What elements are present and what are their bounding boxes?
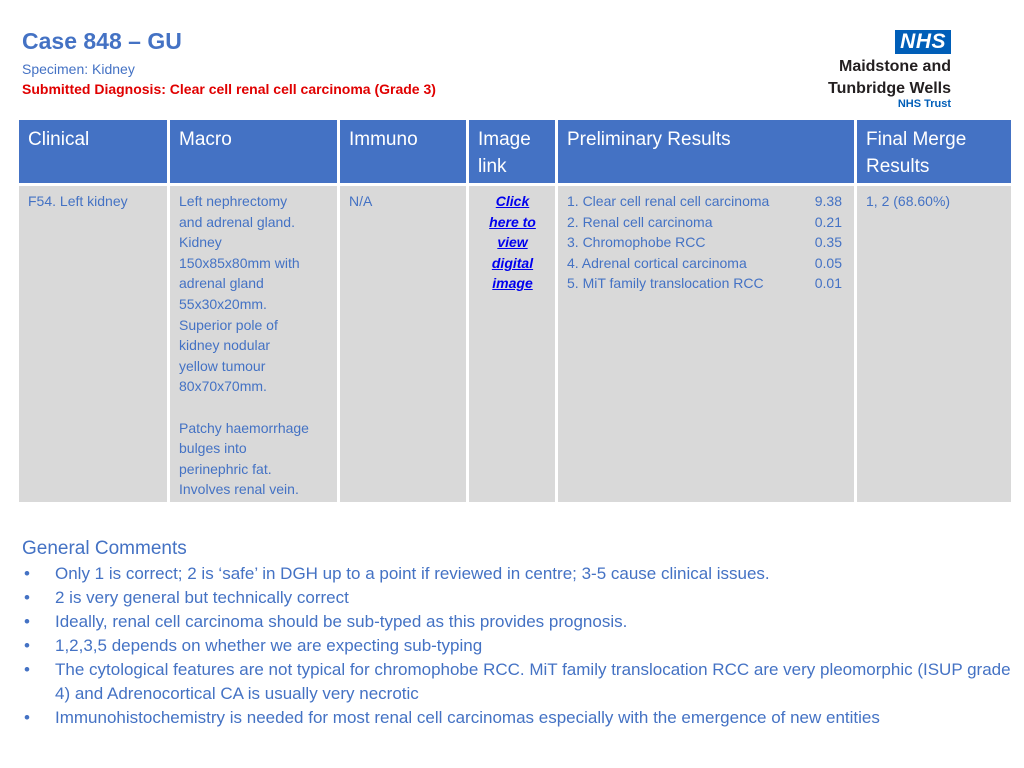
macro-line: Left nephrectomy bbox=[179, 193, 288, 209]
comment-text: Immunohistochemistry is needed for most renal cell carcinomas especially with the emergence of new entities bbox=[55, 708, 880, 727]
bullet-icon: • bbox=[24, 636, 30, 655]
macro-line: perinephric fat. bbox=[179, 460, 272, 477]
macro-line: adrenal gland bbox=[179, 275, 264, 292]
macro-line: Involves renal vein. bbox=[179, 481, 299, 498]
comment-text: Ideally, renal cell carcinoma should be sub-typed as this provides prognosis. bbox=[55, 612, 628, 631]
link-line: image bbox=[492, 275, 533, 292]
table-row bbox=[19, 186, 1011, 502]
page-title: Case 848 – GU bbox=[22, 28, 182, 54]
image-link-cell bbox=[469, 186, 555, 502]
prelim-result-row bbox=[567, 232, 846, 253]
trust-suffix: NHS Trust bbox=[897, 98, 951, 110]
clinical-cell: F54. Left kidney bbox=[19, 186, 167, 502]
final-merge-results-cell: 1, 2 (68.60%) bbox=[857, 186, 1011, 502]
paragraph-gap bbox=[179, 397, 329, 418]
comment-text: 2 is very general but technically correct bbox=[55, 588, 349, 607]
macro-line: 150x85x80mm with bbox=[179, 254, 300, 271]
prelim-result-score: 0.01 bbox=[814, 275, 842, 292]
specimen-label: Specimen: Kidney bbox=[22, 61, 135, 77]
prelim-result-label: 4. Adrenal cortical carcinoma bbox=[567, 254, 747, 271]
prelim-result-score: 0.35 bbox=[814, 234, 842, 251]
macro-line: kidney nodular bbox=[179, 337, 271, 354]
list-item bbox=[22, 610, 1022, 634]
case-table bbox=[16, 117, 1014, 505]
comments-list bbox=[22, 562, 1022, 730]
header-final-merge-results bbox=[857, 120, 1011, 183]
prelim-result-label: 2. Renal cell carcinoma bbox=[567, 213, 713, 230]
link-line: here to bbox=[489, 213, 536, 230]
header-image-link-line1: Image bbox=[478, 129, 531, 150]
header-final-line1: Final Merge bbox=[866, 129, 967, 150]
general-comments-title: General Comments bbox=[22, 538, 187, 559]
macro-line: and adrenal gland. bbox=[179, 213, 295, 230]
header-image-link bbox=[469, 120, 555, 183]
comment-text: 1,2,3,5 depends on whether we are expecting sub-typing bbox=[55, 636, 483, 655]
header-macro: Macro bbox=[170, 120, 337, 183]
bullet-icon: • bbox=[24, 564, 30, 583]
header-image-link-line2: link bbox=[478, 156, 507, 177]
macro-line: 80x70x70mm. bbox=[179, 378, 267, 395]
macro-line: yellow tumour bbox=[179, 357, 266, 374]
prelim-result-label: 3. Chromophobe RCC bbox=[567, 234, 706, 251]
trust-name-line1: Maidstone and bbox=[838, 58, 951, 75]
macro-cell bbox=[170, 186, 337, 502]
list-item bbox=[22, 562, 1022, 586]
prelim-result-row bbox=[567, 191, 846, 212]
comment-text: Only 1 is correct; 2 is ‘safe’ in DGH up to a point if reviewed in centre; 3-5 cause clinical issues. bbox=[55, 564, 770, 583]
bullet-icon: • bbox=[24, 708, 30, 727]
list-item bbox=[22, 586, 1022, 610]
bullet-icon: • bbox=[24, 612, 30, 631]
preliminary-results-cell bbox=[558, 186, 854, 502]
list-item bbox=[22, 658, 1022, 706]
macro-line: bulges into bbox=[179, 440, 247, 457]
prelim-result-score: 9.38 bbox=[814, 193, 842, 209]
link-line: Click bbox=[495, 193, 530, 209]
macro-line: Patchy haemorrhage bbox=[179, 419, 309, 436]
header-immuno: Immuno bbox=[340, 120, 466, 183]
header-final-line2: Results bbox=[866, 156, 930, 177]
prelim-result-row bbox=[567, 212, 846, 233]
prelim-result-score: 0.05 bbox=[814, 254, 842, 271]
comment-text: The cytological features are not typical for chromophobe RCC. MiT family translocation RCC are very pleomorphic (ISUP grade 4) and Adrenocortical CA is usually very necrotic bbox=[55, 660, 1011, 703]
general-comments bbox=[22, 537, 1022, 730]
list-item bbox=[22, 706, 1022, 730]
prelim-result-score: 0.21 bbox=[814, 213, 842, 230]
bullet-icon: • bbox=[24, 660, 30, 679]
nhs-trust-logo bbox=[801, 30, 951, 111]
link-line: view bbox=[497, 234, 528, 251]
prelim-result-row bbox=[567, 273, 846, 294]
nhs-logo-mark: NHS bbox=[895, 30, 951, 54]
header-clinical: Clinical bbox=[19, 120, 167, 183]
prelim-result-label: 1. Clear cell renal cell carcinoma bbox=[567, 193, 770, 209]
digital-image-link[interactable] bbox=[478, 191, 547, 294]
macro-line: Kidney bbox=[179, 234, 222, 251]
header-preliminary-results: Preliminary Results bbox=[558, 120, 854, 183]
table-header-row bbox=[19, 120, 1011, 183]
link-line: digital bbox=[491, 254, 534, 271]
macro-line: Superior pole of bbox=[179, 316, 278, 333]
bullet-icon: • bbox=[24, 588, 30, 607]
prelim-result-label: 5. MiT family translocation RCC bbox=[567, 275, 764, 292]
macro-line: 55x30x20mm. bbox=[179, 295, 267, 312]
immuno-cell: N/A bbox=[340, 186, 466, 502]
list-item bbox=[22, 634, 1022, 658]
trust-name-line2: Tunbridge Wells bbox=[828, 80, 951, 97]
submitted-diagnosis: Submitted Diagnosis: Clear cell renal cell carcinoma (Grade 3) bbox=[22, 81, 436, 97]
prelim-result-row bbox=[567, 253, 846, 274]
